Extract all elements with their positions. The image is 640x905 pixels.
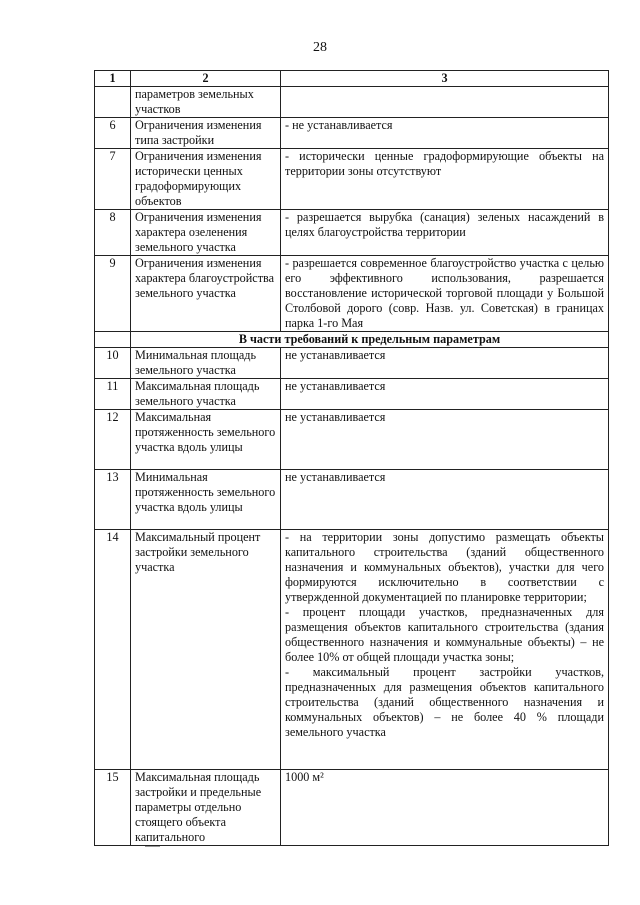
section-spacer: [95, 332, 131, 348]
row-value: - разрешается вырубка (санация) зеленых насаждений в целях благоустройства территории: [281, 210, 609, 256]
row-number: 7: [95, 149, 131, 210]
column-header-parameter: 2: [131, 71, 281, 87]
regulations-table: [94, 70, 609, 846]
row-parameter: Ограничения изменения типа застройки: [131, 118, 281, 149]
table-row: [95, 470, 609, 530]
table-row: [95, 770, 609, 846]
section-title: В части требований к предельным параметрам: [131, 332, 609, 348]
row-parameter: Минимальная площадь земельного участка: [131, 348, 281, 379]
footer-mark: [145, 846, 160, 847]
row-number: 15: [95, 770, 131, 846]
column-header-number: 1: [95, 71, 131, 87]
table-row: [95, 118, 609, 149]
row-value: [281, 87, 609, 118]
row-value: - разрешается современное благоустройство участка с целью его эффективного использования, разрешается восстановление исторической торговой площади у Большой Столбовой дорого (совр. Назв. ул. Советская) в границах парка 1-го Мая: [281, 256, 609, 332]
table-row: [95, 149, 609, 210]
row-value: - не устанавливается: [281, 118, 609, 149]
row-parameter: Максимальная протяженность земельного участка вдоль улицы: [131, 410, 281, 470]
row-number: 12: [95, 410, 131, 470]
table-row: [95, 379, 609, 410]
row-value: - исторически ценные градоформирующие объекты на территории зоны отсутствуют: [281, 149, 609, 210]
row-number: [95, 87, 131, 118]
row-parameter: Ограничения изменения исторически ценных градоформирующих объектов: [131, 149, 281, 210]
table-row: [95, 87, 609, 118]
row-number: 8: [95, 210, 131, 256]
row-parameter: Максимальная площадь застройки и предельные параметры отдельно стоящего объекта капитального: [131, 770, 281, 846]
row-parameter: Максимальный процент застройки земельного участка: [131, 530, 281, 770]
row-number: 13: [95, 470, 131, 530]
row-number: 11: [95, 379, 131, 410]
table-row: [95, 530, 609, 770]
section-row: [95, 332, 609, 348]
row-number: 9: [95, 256, 131, 332]
row-parameter: Максимальная площадь земельного участка: [131, 379, 281, 410]
table-row: [95, 256, 609, 332]
row-parameter: Минимальная протяженность земельного участка вдоль улицы: [131, 470, 281, 530]
row-value: не устанавливается: [281, 348, 609, 379]
row-number: 14: [95, 530, 131, 770]
table-header-row: [95, 71, 609, 87]
row-number: 10: [95, 348, 131, 379]
table-row: [95, 410, 609, 470]
row-value: 1000 м²: [281, 770, 609, 846]
row-parameter: Ограничения изменения характера озеленения земельного участка: [131, 210, 281, 256]
row-value: не устанавливается: [281, 470, 609, 530]
row-number: 6: [95, 118, 131, 149]
page-number: 28: [313, 40, 327, 55]
column-header-value: 3: [281, 71, 609, 87]
table-row: [95, 210, 609, 256]
row-parameter: Ограничения изменения характера благоустройства земельного участка: [131, 256, 281, 332]
row-parameter: параметров земельных участков: [131, 87, 281, 118]
row-value: - на территории зоны допустимо размещать объекты капитального строительства (зданий общественного назначения и коммунальных объектов), участки для чего формируются исключительно в соответствии с утвержденной документацией по планировке территории; - процент площади участков, предназначенных для размещения объектов капитального строительства (здания общественного назначения и коммунальные объекты) – не более 10% от общей площади участка зоны; - максимальный процент застройки участков, предназначенных для размещения объектов капитального строительства (зданий общественного назначения и коммунальных объектов) – не более 40 % площади земельного участка: [281, 530, 609, 770]
table-row: [95, 348, 609, 379]
row-value: не устанавливается: [281, 410, 609, 470]
row-value: не устанавливается: [281, 379, 609, 410]
